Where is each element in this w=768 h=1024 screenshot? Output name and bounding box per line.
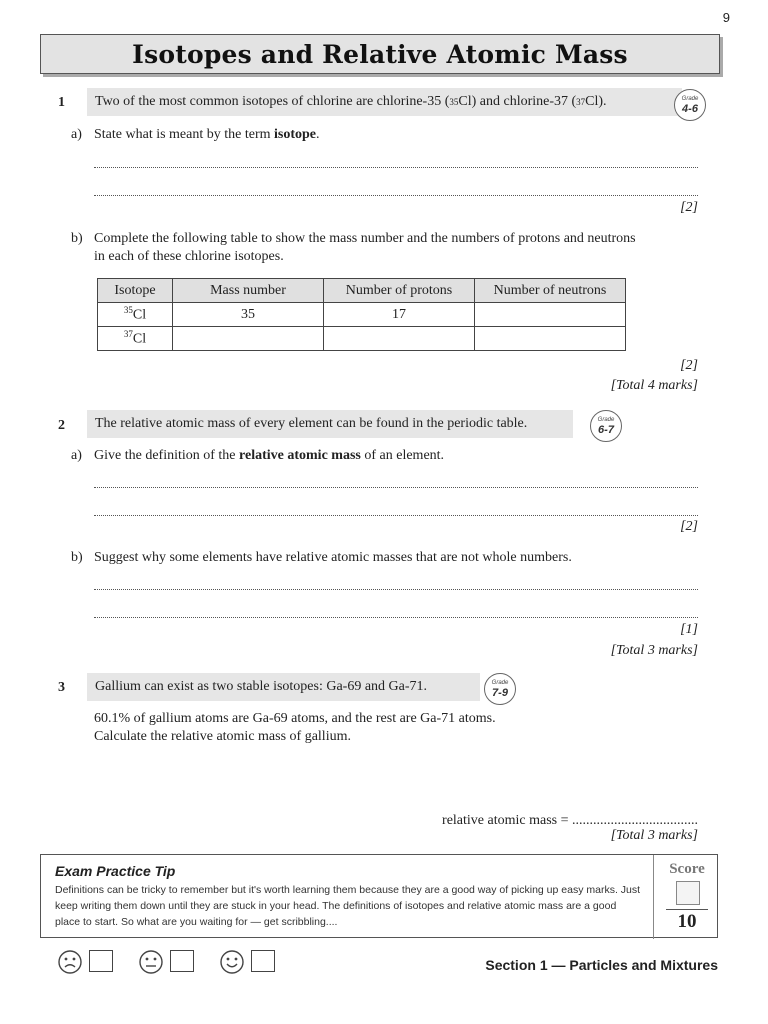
q2b-text: Suggest why some elements have relative atomic masses that are not whole numbers. [94,550,572,565]
protons-cell[interactable]: 17 [324,303,475,327]
question-3-banner: Gallium can exist as two stable isotopes: Ga-69 and Ga-71. [87,673,480,701]
question-2-number: 2 [58,418,65,433]
q3-total-marks: [Total 3 marks] [610,828,698,843]
mass-cell[interactable] [173,327,324,351]
q1a-marks: [2] [680,200,698,215]
q2b-marks: [1] [680,622,698,637]
grade-badge-icon [484,673,516,705]
question-2-banner: The relative atomic mass of every element can be found in the periodic table. [87,410,573,438]
q2b-letter: b) [71,550,83,565]
grade-badge-icon [590,410,622,442]
table-header: Number of neutrons [475,279,626,303]
score-label: Score [669,861,705,877]
question-1-number: 1 [58,95,65,110]
q2-total-marks: [Total 3 marks] [610,643,698,658]
isotope-cell [98,327,173,351]
q1b-text [94,230,704,266]
q1-banner-post: Cl). [585,94,607,109]
protons-cell[interactable] [324,327,475,351]
table-header: Number of protons [324,279,475,303]
q2a-post: of an element. [360,448,445,463]
grade-label: Grade [491,679,509,686]
exam-tip-text: Definitions can be tricky to remember but it's worth learning them because they are a good way of picking up easy marks. Just keep writing them down until they are stuck in your head. The definitions of isotopes and relative atomic mass are a good place to start. So what are you waiting for — get scribbling.... [55,884,641,928]
happy-face-icon [218,949,248,975]
grade-range: 6-7 [598,423,614,436]
q1a-pre: State what is meant by the term [94,127,275,142]
page-title: Isotopes and Relative Atomic Mass [132,39,628,69]
score-panel [653,855,720,939]
table-header: Mass number [173,279,324,303]
q2a-text [94,447,444,465]
footer-section-label: Section 1 — Particles and Mixtures [485,957,718,973]
score-total: 10 [677,911,697,932]
q2a-marks: [2] [680,519,698,534]
isotope-table [97,278,626,351]
q1b-marks: [2] [680,358,698,373]
q1b-line2: in each of these chlorine isotopes. [94,249,284,264]
neutrons-cell[interactable] [475,303,626,327]
score-input-box[interactable] [676,881,700,905]
page-title-box [40,34,720,74]
sad-face-icon [56,949,86,975]
rating-checkbox[interactable] [170,950,194,972]
exam-tip-title: Exam Practice Tip [55,863,176,879]
rating-checkbox[interactable] [251,950,275,972]
q3-line2: Calculate the relative atomic mass of gallium. [94,729,351,744]
isotope-symbol: Cl [132,307,147,323]
grade-label: Grade [681,95,699,102]
isotope-symbol: Cl [132,331,147,347]
exam-tip-box [40,854,718,938]
rating-checkbox[interactable] [89,950,113,972]
q1a-keyword: isotope [274,127,317,142]
q1a-text [94,126,320,144]
q1b-line1: Complete the following table to show the mass number and the numbers of protons and neutrons [94,231,636,246]
q2a-pre: Give the definition of the [94,448,240,463]
neutrons-cell[interactable] [475,327,626,351]
answer-line[interactable] [94,487,698,488]
q2a-keyword: relative atomic mass [239,448,361,463]
question-3-number: 3 [58,680,65,695]
q1a-letter: a) [71,127,82,142]
answer-line[interactable] [94,167,698,168]
answer-line[interactable] [94,589,698,590]
q1-banner-text: Two of the most common isotopes of chlorine are chlorine-35 ( [95,94,450,109]
grade-label: Grade [597,416,615,423]
isotope-sup: 35 [123,305,133,316]
q3-line1: 60.1% of gallium atoms are Ga-69 atoms, and the rest are Ga-71 atoms. [94,711,496,726]
answer-line[interactable] [94,515,698,516]
q1b-letter: b) [71,231,83,246]
q1-sup35: 35 [449,97,459,107]
table-row [98,303,626,327]
q2a-letter: a) [71,448,82,463]
q1a-post: . [316,127,320,142]
table-header: Isotope [98,279,173,303]
q1-total-marks: [Total 4 marks] [610,378,698,393]
isotope-sup: 37 [123,329,133,340]
answer-line[interactable] [94,195,698,196]
question-1-banner [87,88,682,116]
neutral-face-icon [137,949,167,975]
mass-cell[interactable]: 35 [173,303,324,327]
q1-banner-mid: Cl) and chlorine-37 ( [458,94,577,109]
answer-line[interactable] [94,617,698,618]
answer-field-relative-atomic-mass[interactable]: relative atomic mass = .................................... [442,813,698,828]
score-divider [666,909,708,910]
page-number: 9 [722,10,730,25]
isotope-cell [98,303,173,327]
table-header-row [98,279,626,303]
grade-range: 4-6 [682,102,698,115]
table-row [98,327,626,351]
grade-range: 7-9 [492,686,508,699]
q1-sup37: 37 [576,97,586,107]
grade-badge-icon [674,89,706,121]
